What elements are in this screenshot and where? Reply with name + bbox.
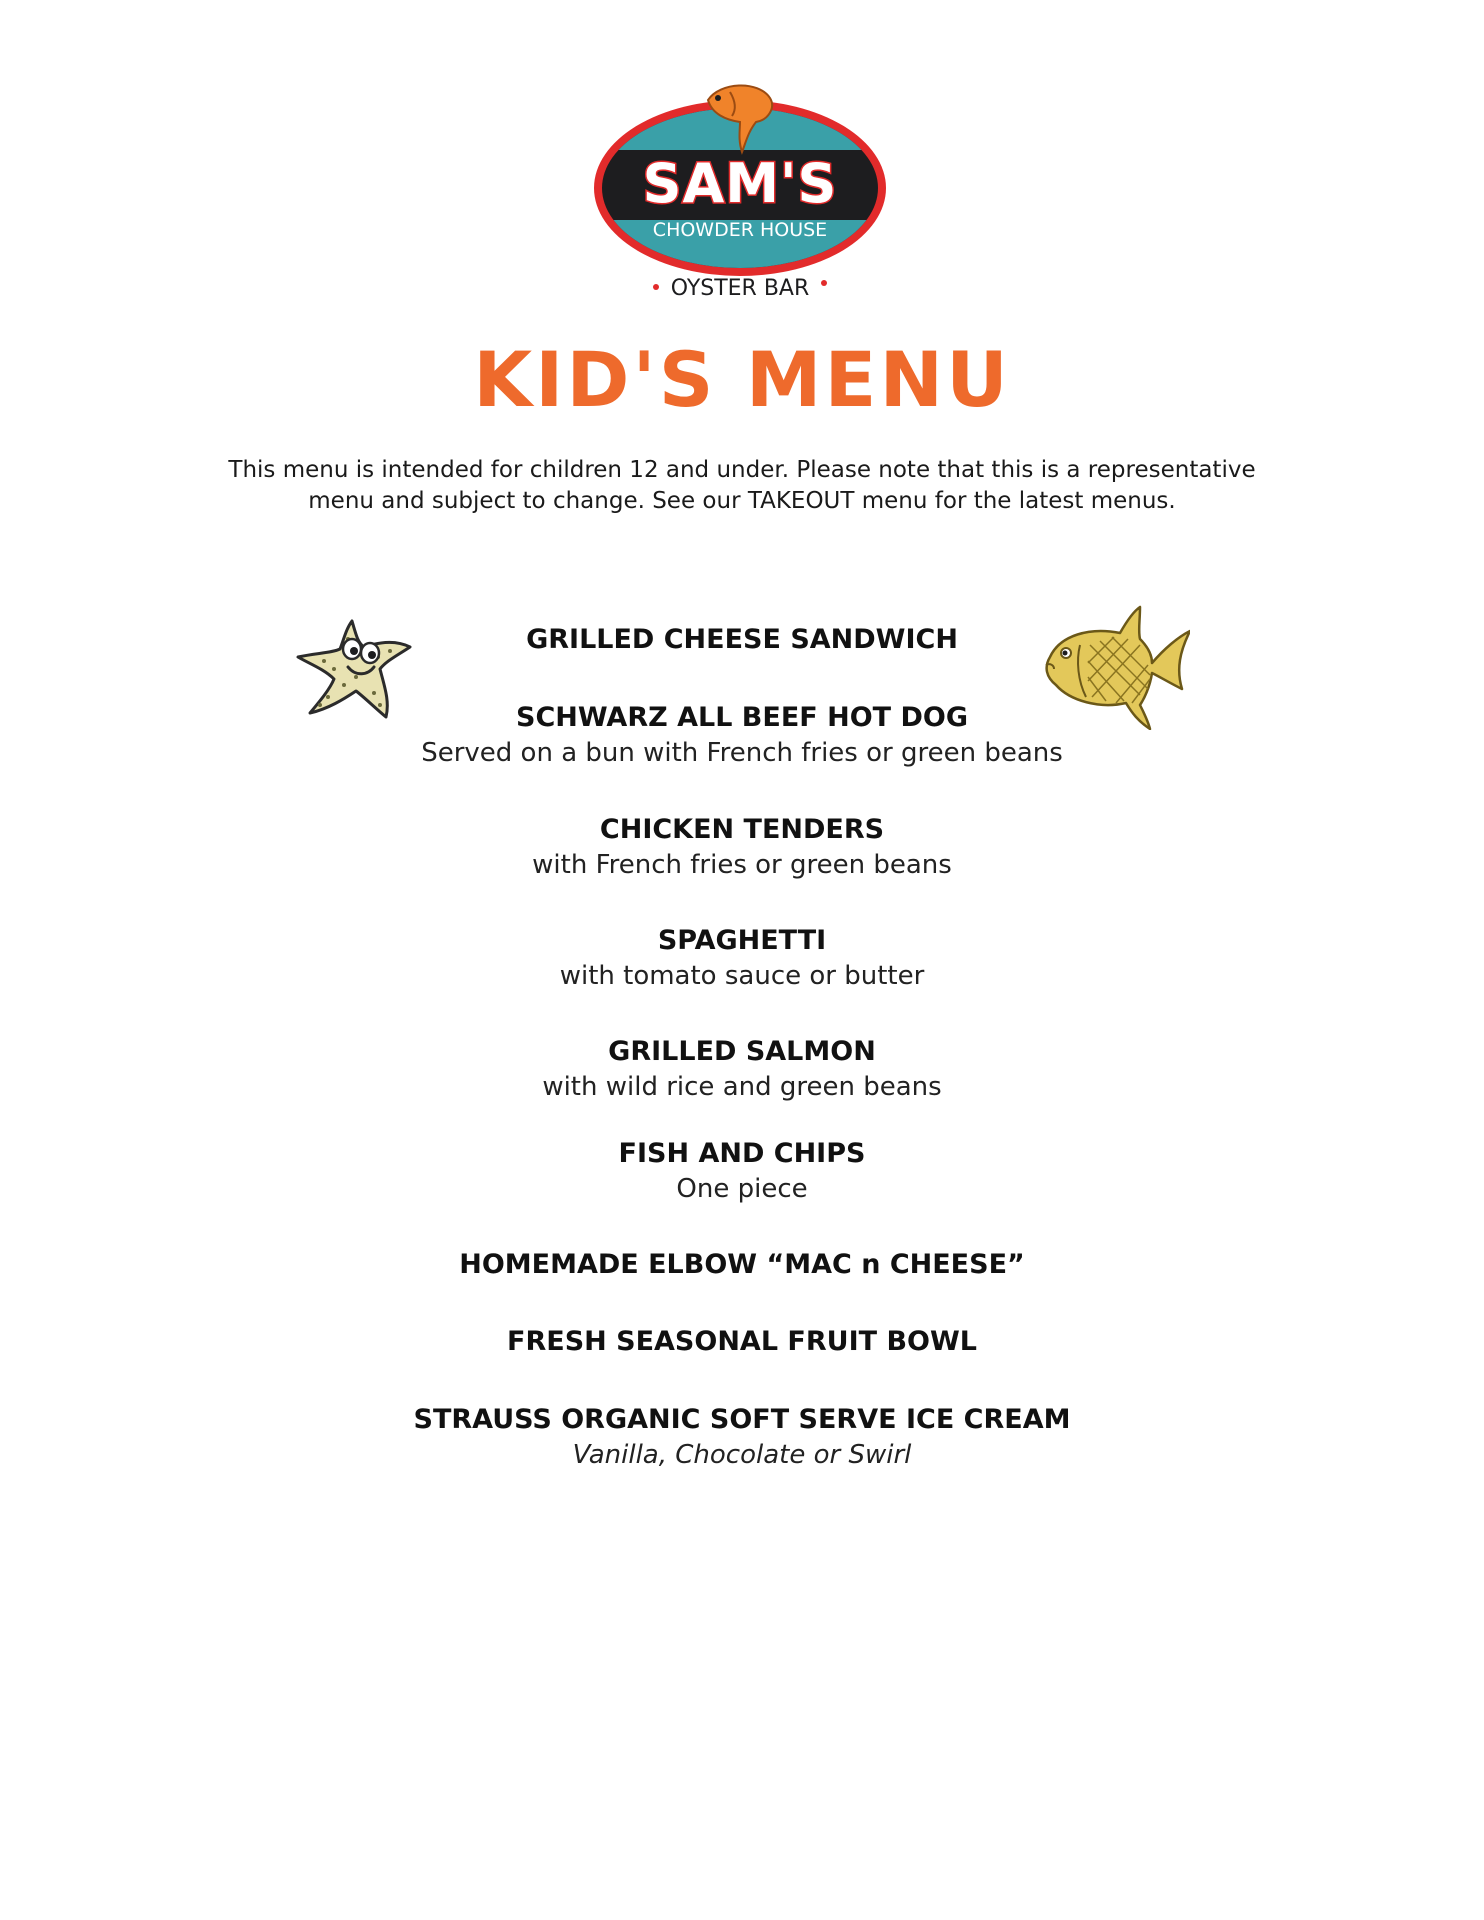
page-title: KID'S MENU xyxy=(473,335,1011,424)
item-name: GRILLED CHEESE SANDWICH xyxy=(526,624,958,655)
item-name: FRESH SEASONAL FRUIT BOWL xyxy=(507,1326,977,1357)
item-name: CHICKEN TENDERS xyxy=(599,814,885,845)
item-name: FISH AND CHIPS xyxy=(618,1138,866,1169)
item-name: HOMEMADE ELBOW “MAC n CHEESE” xyxy=(459,1249,1025,1280)
menu-item xyxy=(0,1034,1484,1104)
menu-item xyxy=(0,1324,1484,1360)
menu-item xyxy=(0,1247,1484,1283)
menu-item xyxy=(0,812,1484,882)
item-name: SCHWARZ ALL BEEF HOT DOG xyxy=(516,702,968,733)
menu-item xyxy=(0,700,1484,770)
menu-item xyxy=(0,1136,1484,1206)
item-name: STRAUSS ORGANIC SOFT SERVE ICE CREAM xyxy=(413,1404,1071,1435)
item-name: SPAGHETTI xyxy=(657,925,827,956)
logo-tagline: OYSTER BAR xyxy=(670,276,810,301)
menu-item xyxy=(0,1402,1484,1472)
item-description: with French fries or green beans xyxy=(532,850,952,880)
item-description: with tomato sauce or butter xyxy=(559,961,925,991)
menu-item xyxy=(0,923,1484,993)
item-description: with wild rice and green beans xyxy=(542,1072,942,1102)
item-description: Served on a bun with French fries or green beans xyxy=(421,738,1063,768)
item-description: Vanilla, Chocolate or Swirl xyxy=(572,1440,912,1470)
sams-chowder-house-logo xyxy=(590,80,890,305)
intro-line-2: menu and subject to change. See our TAKEOUT menu for the latest menus. xyxy=(308,488,1176,514)
intro-line-1: This menu is intended for children 12 and under. Please note that this is a representative xyxy=(228,457,1256,483)
intro-note xyxy=(200,455,1284,517)
menu-item xyxy=(0,622,1484,658)
logo-subtitle: CHOWDER HOUSE xyxy=(652,219,828,241)
item-description: One piece xyxy=(676,1174,808,1204)
logo-name: SAM'S xyxy=(642,152,838,215)
item-name: GRILLED SALMON xyxy=(608,1036,876,1067)
